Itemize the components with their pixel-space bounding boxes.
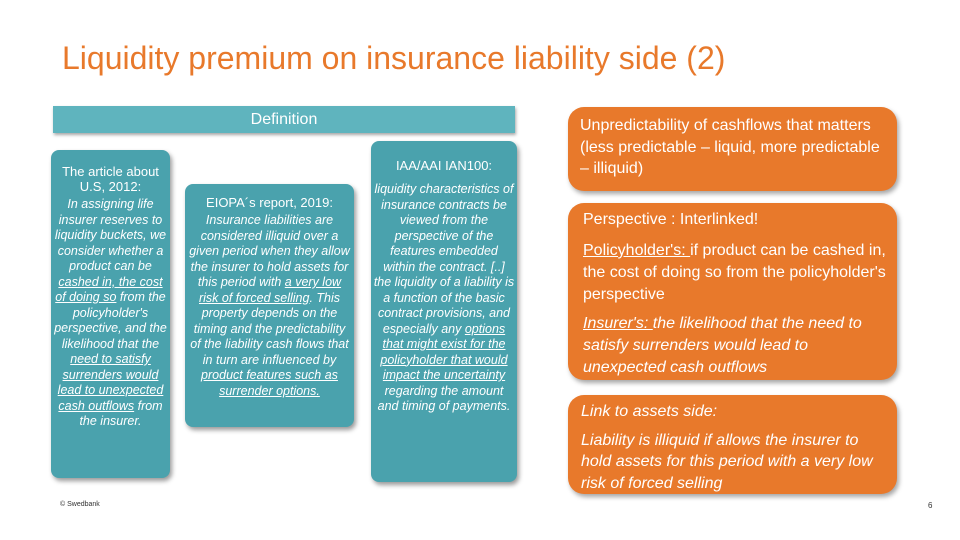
- eiopa-underline-1: a very low risk of forced selling: [198, 275, 342, 305]
- eiopa-card: [185, 184, 354, 427]
- slide-title: Liquidity premium on insurance liability side (2): [62, 40, 726, 76]
- us-article-text-1: In assigning life insurer reserves to liquidity buckets, we consider whether a product can be: [54, 197, 167, 273]
- us-article-body: [53, 197, 168, 430]
- eiopa-text-1: Insurance liabilities are considered illiquid over a given period when they allow the insurer to hold assets for this period with: [189, 213, 350, 289]
- insurer-label: Insurer's:: [583, 315, 653, 332]
- iaa-heading: IAA/AAI IAN100:: [395, 158, 493, 173]
- insurer-text: the likelihood that the need to satisfy surrenders would lead to unexpected cash outflows: [583, 315, 862, 376]
- us-article-underline-2: need to satisfy surrenders would lead to unexpected cash outflows: [57, 352, 164, 413]
- iaa-text-1: liquidity characteristics of insurance contracts be viewed from the perspective of the features embedded within the contract. [..] the liquidity of a liability is a function of the basic contract provisions, and especially any: [373, 182, 515, 336]
- definition-header: Definition: [53, 106, 515, 133]
- link-heading: Link to assets side:: [581, 403, 718, 420]
- iaa-text-2: regarding the amount and timing of payments.: [377, 383, 511, 413]
- us-article-card: [51, 150, 170, 478]
- policyholder-label: Policyholder's:: [583, 242, 691, 259]
- eiopa-underline-2: product features such as surrender options.: [201, 368, 338, 398]
- us-article-underline-1: cashed in, the cost of doing so: [55, 274, 163, 304]
- iaa-card: [371, 141, 517, 482]
- perspective-box: [568, 203, 897, 380]
- page-number: 6: [928, 501, 933, 510]
- footer-copyright: © Swedbank: [60, 501, 100, 508]
- unpredictability-box: Unpredictability of cashflows that matters (less predictable – liquid, more predictable – illiquid): [568, 107, 897, 191]
- link-text: Liability is illiquid if allows the insurer to hold assets for this period with a very low risk of forced selling: [581, 431, 873, 492]
- iaa-underline-1: options that might exist for the policyholder that would impact the uncertainty: [380, 321, 508, 382]
- us-article-text-3: from the insurer.: [79, 398, 163, 428]
- us-article-heading: The article about U.S, 2012:: [62, 164, 159, 194]
- policyholder-item: [583, 240, 887, 306]
- eiopa-text-2: . This property depends on the timing and the predictability of the liability cash flows that in turn are influenced by: [190, 290, 349, 367]
- policyholder-text: if product can be cashed in, the cost of doing so from the policyholder's perspective: [583, 242, 886, 303]
- us-article-text-2: from the policyholder's perspective, and the likelihood that the: [54, 290, 167, 351]
- iaa-body: [373, 182, 515, 415]
- insurer-item: [583, 313, 887, 379]
- link-assets-box: [568, 395, 897, 494]
- perspective-heading: Perspective : Interlinked!: [583, 211, 759, 228]
- eiopa-heading: EIOPA´s report, 2019:: [206, 195, 333, 210]
- eiopa-body: [188, 213, 351, 399]
